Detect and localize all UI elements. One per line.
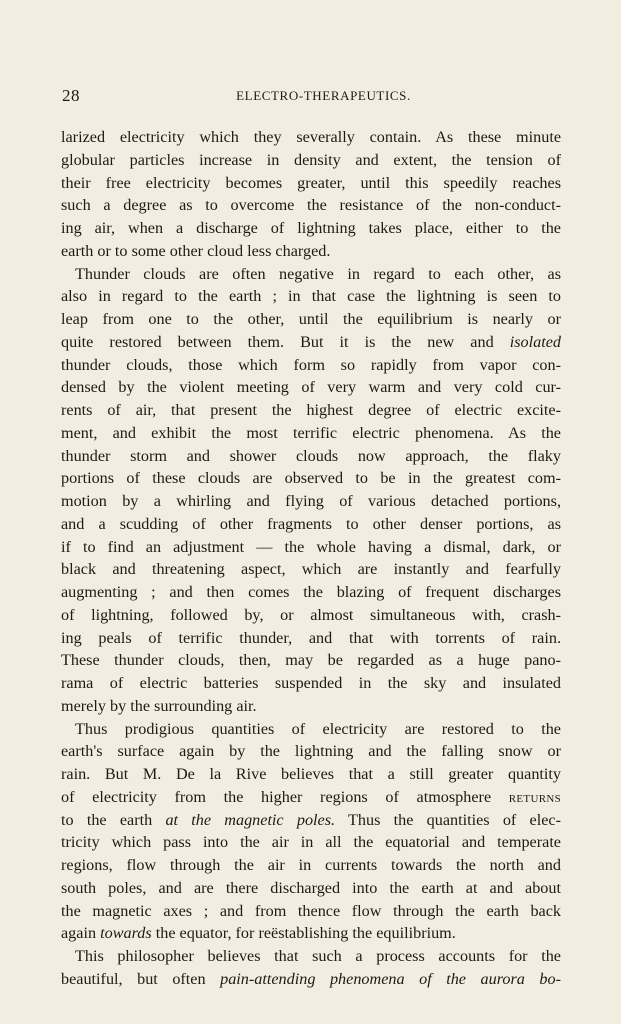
text-segment: again — [61, 924, 101, 943]
text-line — [61, 831, 561, 854]
text-line — [61, 490, 561, 513]
body-text — [61, 126, 561, 991]
text-line — [61, 354, 561, 377]
text-line — [61, 809, 561, 832]
text-segment: motion by a whirling and flying of various detached portions, — [61, 492, 561, 510]
text-line — [61, 399, 561, 422]
text-line — [61, 126, 561, 149]
text-segment: thunder storm and shower clouds now approach, the flaky — [61, 446, 561, 465]
text-line — [61, 786, 561, 809]
text-segment: isolated — [509, 332, 561, 351]
text-line — [61, 672, 561, 695]
text-line — [61, 536, 561, 559]
text-line — [61, 285, 561, 308]
text-line — [61, 945, 561, 968]
text-line — [61, 331, 561, 354]
text-segment: pain-attending phenomena of the aurora bo- — [220, 969, 561, 988]
text-segment: densed by the violent meeting of very warm and very cold cur- — [61, 378, 561, 397]
text-segment: augmenting ; and then comes the blazing of frequent discharges — [61, 583, 561, 601]
text-line — [61, 240, 561, 263]
text-segment: returns — [508, 787, 561, 806]
text-segment: merely by the surrounding air. — [61, 696, 257, 715]
text-line — [61, 445, 561, 468]
text-line — [61, 308, 561, 331]
running-title: ELECTRO-THERAPEUTICS. — [236, 88, 411, 103]
text-line — [61, 217, 561, 240]
text-segment: earth's surface again by the lightning and the falling snow or — [61, 742, 561, 761]
text-line — [61, 581, 561, 604]
text-segment: quite restored between them. But it is the new and — [61, 332, 510, 351]
text-segment: towards — [100, 924, 152, 943]
text-line — [61, 763, 561, 786]
text-line — [61, 604, 561, 627]
text-line — [61, 263, 561, 286]
text-segment: ing air, when a discharge of lightning takes place, either to the — [61, 219, 561, 237]
text-segment: This philosopher believes that such a process accounts for the — [75, 947, 561, 965]
text-segment: rain. But M. De la Rive believes that a still greater quantity — [61, 765, 561, 783]
text-line — [61, 513, 561, 536]
page-number: 28 — [62, 86, 80, 105]
text-segment: of lightning, followed by, or almost simultaneous with, crash- — [61, 605, 561, 624]
text-line — [61, 854, 561, 877]
text-segment: These thunder clouds, then, may be regarded as a huge pano- — [61, 651, 561, 670]
text-segment: portions of these clouds are observed to be in the greatest com- — [61, 469, 561, 488]
text-segment: to the earth — [61, 810, 166, 829]
text-segment: tricity which pass into the air in all the equatorial and temperate — [61, 833, 561, 852]
text-line — [61, 376, 561, 399]
text-segment: earth or to some other cloud less charged. — [61, 241, 331, 260]
running-head — [62, 86, 559, 108]
text-segment: such a degree as to overcome the resistance of the non-conduct- — [61, 196, 561, 215]
text-line — [61, 968, 561, 991]
text-segment: larized electricity which they severally contain. As these minute — [61, 128, 561, 146]
text-line — [61, 172, 561, 195]
text-line — [61, 718, 561, 741]
text-segment: rama of electric batteries suspended in the sky and insulated — [61, 674, 561, 692]
text-line — [61, 695, 561, 718]
text-segment: black and threatening aspect, which are instantly and fearfully — [61, 560, 561, 579]
text-line — [61, 649, 561, 672]
text-segment: regions, flow through the air in currents towards the north and — [61, 856, 561, 874]
text-segment: if to find an adjustment — the whole having a dismal, dark, or — [61, 537, 561, 556]
text-line — [61, 422, 561, 445]
text-segment: leap from one to the other, until the equilibrium is nearly or — [61, 310, 561, 328]
text-segment: thunder clouds, those which form so rapidly from vapor con- — [61, 355, 561, 374]
text-line — [61, 877, 561, 900]
text-segment: Thunder clouds are often negative in regard to each other, as — [75, 264, 561, 283]
text-segment: south poles, and are there discharged into the earth at and about — [61, 878, 561, 897]
text-segment: at the magnetic poles. — [165, 810, 336, 829]
text-segment: also in regard to the earth ; in that case the lightning is seen to — [61, 287, 561, 306]
text-line — [61, 149, 561, 172]
text-segment: ment, and exhibit the most terrific electric phenomena. As the — [61, 423, 561, 442]
text-segment: beautiful, but often — [61, 969, 221, 988]
text-line — [61, 558, 561, 581]
text-segment: the equator, for reëstablishing the equilibrium. — [151, 924, 456, 943]
text-segment: and a scudding of other fragments to other denser portions, as — [61, 514, 561, 533]
text-segment: globular particles increase in density and extent, the tension of — [61, 150, 561, 169]
text-segment: Thus prodigious quantities of electricity are restored to the — [75, 719, 561, 738]
text-segment: Thus the quantities of elec- — [335, 810, 561, 829]
text-segment: the magnetic axes ; and from thence flow through the earth back — [61, 901, 561, 920]
text-line — [61, 740, 561, 763]
text-line — [61, 900, 561, 923]
text-line — [61, 467, 561, 490]
text-line — [61, 627, 561, 650]
text-segment: of electricity from the higher regions of atmosphere — [61, 787, 509, 806]
text-segment: rents of air, that present the highest degree of electric excite- — [61, 401, 561, 419]
text-line — [61, 194, 561, 217]
text-segment: their free electricity becomes greater, until this speedily reaches — [61, 173, 561, 192]
text-line — [61, 922, 561, 945]
text-segment: ing peals of terrific thunder, and that with torrents of rain. — [61, 628, 561, 647]
